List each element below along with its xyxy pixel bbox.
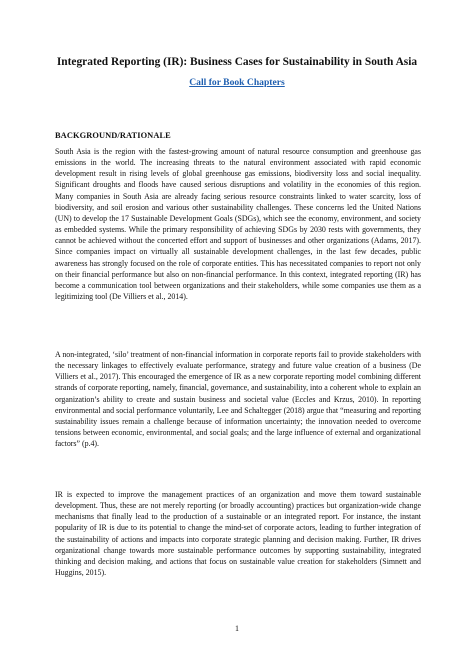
section-heading: BACKGROUND/RATIONALE [55, 131, 171, 140]
page-number: 1 [235, 624, 239, 633]
document-title: Integrated Reporting (IR): Business Cases for Sustainability in South Asia [56, 56, 418, 68]
paragraph-2: A non-integrated, ‘silo’ treatment of non-financial information in corporate reports fail to provide stakeholders with the necessary linkages to effectively evaluate performance, strategy and future value creation of a business (De Villiers et al., 2017). This encouraged the emergence of IR as a new corporate reporting model combining different strands of corporate reporting, namely, financial, governance, and sustainability, into a coherent whole to explain an organization’s ability to create and sustain business and societal value (Eccles and Krzus, 2010). In reporting environmental and social performance voluntarily, Lee and Schaltegger (2018) argue that “measuring and reporting sustainability issues remain a challenge because of information uncertainty; the innovation needed to overcome tensions between economic, environmental, and social goals; and the large influence of external and organizational factors” (p.4). [55, 350, 421, 449]
subtitle [0, 77, 474, 89]
call-for-book-chapters-link[interactable]: Call for Book Chapters [189, 77, 285, 88]
paragraph-1: South Asia is the region with the fastest-growing amount of natural resource consumption and greenhouse gas emissions in the world. The increasing threats to the natural environment associated with rapid economic development result in rising levels of global greenhouse gas emissions, biodiversity loss and social inequality. Significant droughts and floods have caused serious disruptions and volatility in the economies of this region. Many companies in South Asia are already facing serious resource constraints linked to water scarcity, loss of biodiversity, and soil erosion and various other sustainability challenges. These concerns led the United Nations (UN) to develop the 17 Sustainable Development Goals (SDGs), which see the economy, environment, and society as embedded systems. While the primary responsibility of achieving SDGs by 2030 rests with governments, they cannot be achieved without the concerted effort and support of businesses and other organizations (Adams, 2017). Since companies impact on virtually all sustainable development challenges, in the last few decades, public awareness has strongly focused on the role of corporate entities. This has necessitated companies to report not only on their financial performance but also on non-financial performance. In this context, integrated reporting (IR) has become a communication tool between organizations and their stakeholders, while some companies use them as a legitimizing tool (De Villiers et al., 2014). [55, 147, 421, 302]
paragraph-3: IR is expected to improve the management practices of an organization and move them toward sustainable development. Thus, these are not merely reporting (or broadly accounting) practices but organization-wide change mechanisms that finally lead to the production of a sustainable or an integrated report. For instance, the instant popularity of IR is due to its potential to change the mind-set of corporate actors, leading to further integration of the sustainability of actions and impacts into corporate strategic planning and decision making. Further, IR drives organizational change towards more sustainable performance outcomes by supporting sustainability, integrated thinking and decision making, and actions that focus on sustainable value creation for stakeholders (Simnett and Huggins, 2015). [55, 490, 421, 578]
